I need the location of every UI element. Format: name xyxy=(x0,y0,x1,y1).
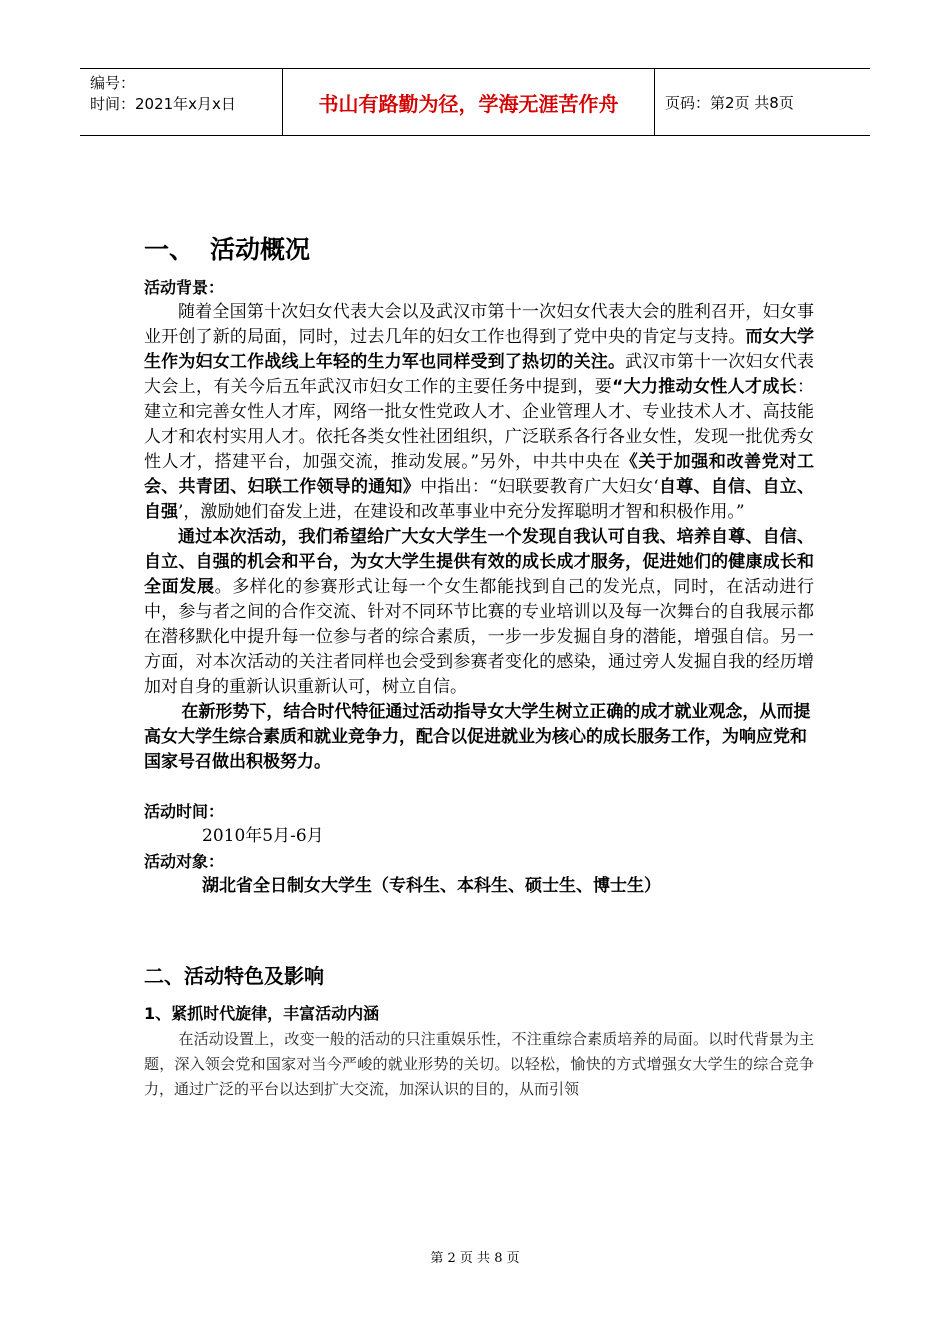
document-body xyxy=(144,225,814,1102)
time-value: 2010年5月-6月 xyxy=(202,826,324,846)
p1-text-g: 中指出：“妇联要教育广大妇女‘ xyxy=(420,477,659,497)
background-paragraph-2 xyxy=(144,525,814,700)
p1-text-i: ’，激励她们奋发上进，在建设和改革事业中充分发挥聪明才智和积极作用。” xyxy=(178,502,745,522)
p2-text-b: 。多样化的参赛形式让每一个女生都能找到自己的发光点，同时，在活动进行中，参与者之间的合作交流、针对不同环节比赛的专业培训以及每一次舞台的自我展示都在潜移默化中提升每一位参与者的综合素质，一步一步发掘自身的潜能，增强自信。另一方面，对本次活动的关注者同样也会受到参赛者变化的感染，通过旁人发掘自我的经历增加对自身的重新认识重新认可，树立自信。 xyxy=(144,577,815,697)
p1-text-e: ：建立和完善女性人才库，网络一批女性党政人才、企业管理人才、专业技术人才、高技能人才和农村实用人才。依托各类女性社团组织，广泛联系各行各业女性，发现一批优秀女性人才，搭建平台，加强交流，推动发展。”另外，中共中央在 xyxy=(144,377,814,472)
section-2-heading: 二、活动特色及影响 xyxy=(144,964,324,988)
section-1-number: 一、 xyxy=(144,235,195,264)
header-motto: 书山有路勤为径，学海无涯苦作舟 xyxy=(282,69,655,135)
section-1-heading xyxy=(144,225,814,275)
p1-text-a: 随着全国第十次妇女代表大会以及武汉市第十一次妇女代表大会的胜利召开，妇女事业开创了新的局面，同时，过去几年的妇女工作也得到了党中央的肯定与支持。 xyxy=(144,302,814,347)
p1-text-f: 《关于加强和改善党对工会、共青团、妇联工作领导的通知》 xyxy=(144,452,814,497)
document-date-label: 时间：2021年x月x日 xyxy=(90,95,236,113)
p1-text-h: 自尊、自信、自立、自强 xyxy=(144,477,815,522)
header-page-label: 页码：第2页 共8页 xyxy=(665,93,794,112)
header-meta xyxy=(80,69,282,135)
background-paragraph-1 xyxy=(144,300,814,525)
target-label: 活动对象： xyxy=(144,852,225,871)
page-footer: 第 2 页 共 8 页 xyxy=(430,1251,520,1266)
document-number-label: 编号： xyxy=(90,74,136,92)
subsection-1-heading: 1、紧抓时代旋律，丰富活动内涵 xyxy=(144,1004,380,1023)
p2-text-a: 通过本次活动，我们希望给广大女大学生一个发现自我认可自我、培养自尊、自信、自立、自强的机会和平台，为女大学生提供有效的成长成才服务，促进她们的健康成长和全面发展 xyxy=(144,527,814,597)
background-paragraph-3: 在新形势下，结合时代特征通过活动指导女大学生树立正确的成才就业观念，从而提高女大学生综合素质和就业竞争力，配合以促进就业为核心的成长服务工作，为响应党和国家号召做出积极努力。 xyxy=(144,702,811,772)
section-1-title: 活动概况 xyxy=(210,235,311,264)
target-value: 湖北省全日制女大学生（专科生、本科生、硕士生、博士生） xyxy=(202,876,661,896)
p1-text-c: 武汉市第十一次妇女代表大会上，有关今后五年武汉市妇女工作的主要任务中提到，要 xyxy=(144,352,815,397)
p1-text-b: 而女大学生作为妇女工作战线上年轻的生力军也同样受到了热切的关注。 xyxy=(144,327,815,372)
p1-text-d: “大力推动女性人才成长 xyxy=(612,377,797,397)
subsection-1-paragraph: 在活动设置上，改变一般的活动的只注重娱乐性，不注重综合素质培养的局面。以时代背景为主题，深入领会党和国家对当今严峻的就业形势的关切。以轻松，愉快的方式增强女大学生的综合竞争力，通过广泛的平台以达到扩大交流，加深认识的目的，从而引领 xyxy=(144,1030,814,1098)
time-label: 活动时间： xyxy=(144,802,225,821)
background-label: 活动背景： xyxy=(144,278,225,297)
document-header xyxy=(80,68,870,136)
